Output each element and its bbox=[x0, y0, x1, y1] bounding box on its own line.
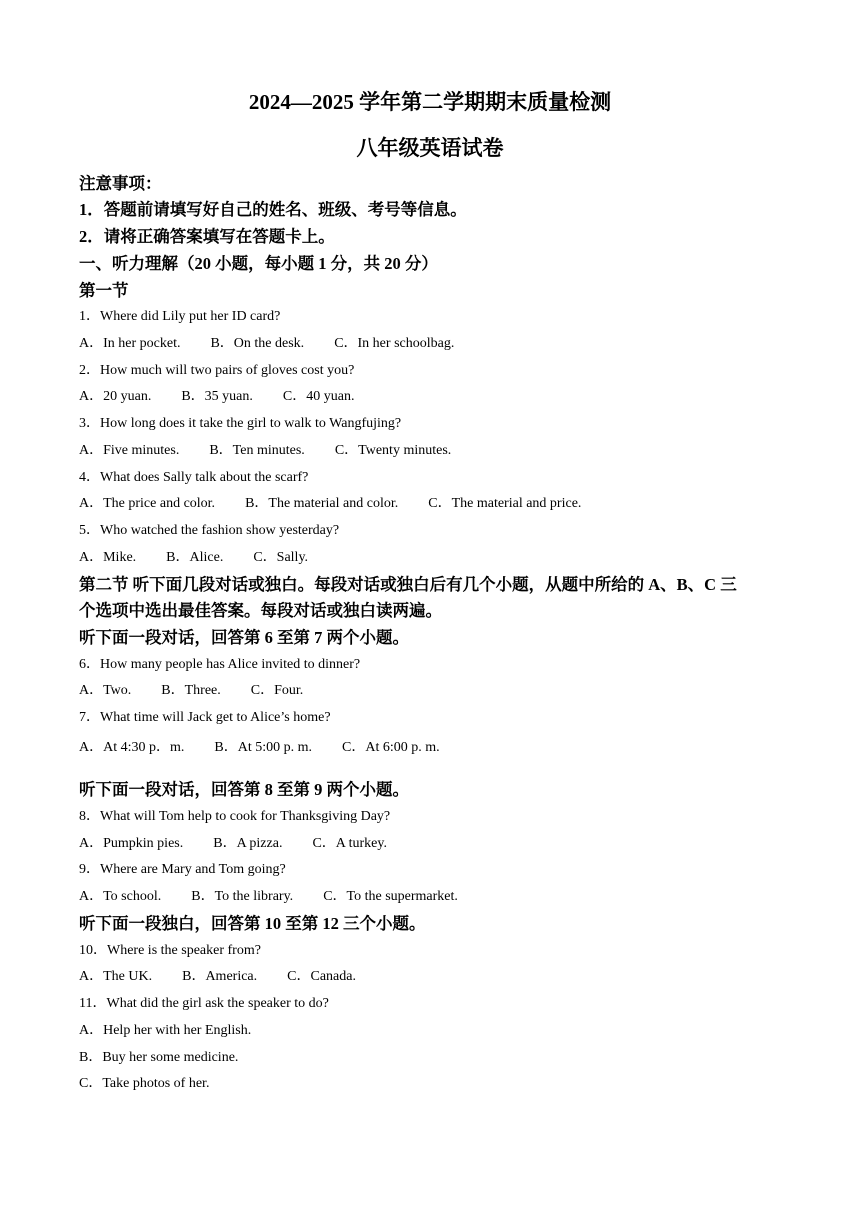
question: 4．What does Sally talk about the scarf? bbox=[79, 470, 309, 485]
note-item: 1．答题前请填写好自己的姓名、班级、考号等信息。 bbox=[79, 200, 467, 219]
options-row bbox=[79, 495, 581, 513]
option: B．The material and color. bbox=[245, 496, 399, 511]
dialogue-instruction: 听下面一段对话，回答第 8 至第 9 两个小题。 bbox=[79, 780, 409, 799]
option: C．To the supermarket. bbox=[323, 889, 458, 904]
option: B．Buy her some medicine. bbox=[79, 1050, 239, 1065]
options-row bbox=[79, 682, 303, 700]
question: 3．How long does it take the girl to walk to Wangfujing? bbox=[79, 416, 402, 431]
option: A．The price and color. bbox=[79, 496, 216, 511]
note-item: 2．请将正确答案填写在答题卡上。 bbox=[79, 227, 335, 246]
option: A．Help her with her English. bbox=[79, 1023, 252, 1038]
options-row bbox=[79, 549, 308, 567]
question: 7．What time will Jack get to Alice’s home? bbox=[79, 710, 331, 725]
option: C．Take photos of her. bbox=[79, 1076, 210, 1091]
option: C．Twenty minutes. bbox=[334, 443, 452, 458]
option: C．Sally. bbox=[253, 550, 309, 565]
question: 10．Where is the speaker from? bbox=[79, 943, 261, 958]
option: B．At 5:00 p. m. bbox=[214, 740, 313, 755]
option: C．Four. bbox=[250, 683, 304, 698]
part-heading: 第一节 bbox=[79, 281, 129, 300]
option: A．The UK. bbox=[79, 969, 153, 984]
option: A．Two. bbox=[79, 683, 132, 698]
notes-heading: 注意事项： bbox=[79, 174, 162, 193]
option: A．At 4:30 p．m. bbox=[79, 740, 185, 755]
option: B．To the library. bbox=[191, 889, 294, 904]
option: B．On the desk. bbox=[210, 336, 305, 351]
exam-title: 2024—2025 学年第二学期期末质量检测 bbox=[248, 90, 612, 114]
option: B．Ten minutes. bbox=[209, 443, 305, 458]
option: C．40 yuan. bbox=[282, 389, 355, 404]
question: 2．How much will two pairs of gloves cost you? bbox=[79, 363, 355, 378]
options-row bbox=[79, 388, 354, 406]
option: A．Five minutes. bbox=[79, 443, 180, 458]
option: A．To school. bbox=[79, 889, 162, 904]
option: B．Three. bbox=[161, 683, 221, 698]
options-row bbox=[79, 739, 440, 757]
question: 9．Where are Mary and Tom going? bbox=[79, 862, 286, 877]
option: B．Alice. bbox=[166, 550, 224, 565]
option: A．In her pocket. bbox=[79, 336, 181, 351]
option: C．A turkey. bbox=[312, 836, 387, 851]
part-heading-cont: 个选项中选出最佳答案。每段对话或独白读两遍。 bbox=[79, 601, 442, 620]
monologue-instruction: 听下面一段独白，回答第 10 至第 12 三个小题。 bbox=[79, 914, 426, 933]
option: B．America. bbox=[182, 969, 258, 984]
question: 11．What did the girl ask the speaker to do? bbox=[79, 996, 329, 1011]
option: A．20 yuan. bbox=[79, 389, 152, 404]
option: C．Canada. bbox=[287, 969, 356, 984]
part-heading: 第二节 听下面几段对话或独白。每段对话或独白后有几个小题，从题中所给的 A、B、C 三 bbox=[79, 575, 737, 594]
option: C．At 6:00 p. m. bbox=[342, 740, 440, 755]
option: C．The material and price. bbox=[428, 496, 582, 511]
option: B．A pizza. bbox=[213, 836, 283, 851]
question: 5．Who watched the fashion show yesterday? bbox=[79, 523, 340, 538]
options-row bbox=[79, 335, 454, 353]
option: B．35 yuan. bbox=[181, 389, 253, 404]
options-row bbox=[79, 888, 458, 906]
section-heading: 一、听力理解（20 小题，每小题 1 分，共 20 分） bbox=[79, 254, 438, 273]
option: A．Mike. bbox=[79, 550, 137, 565]
exam-subtitle: 八年级英语试卷 bbox=[356, 136, 504, 160]
options-row bbox=[79, 968, 356, 986]
question: 1．Where did Lily put her ID card? bbox=[79, 309, 281, 324]
dialogue-instruction: 听下面一段对话，回答第 6 至第 7 两个小题。 bbox=[79, 628, 409, 647]
question: 8．What will Tom help to cook for Thanksgiving Day? bbox=[79, 809, 391, 824]
option: A．Pumpkin pies. bbox=[79, 836, 184, 851]
options-row bbox=[79, 442, 451, 460]
question: 6．How many people has Alice invited to dinner? bbox=[79, 657, 361, 672]
options-row bbox=[79, 835, 387, 853]
option: C．In her schoolbag. bbox=[334, 336, 455, 351]
